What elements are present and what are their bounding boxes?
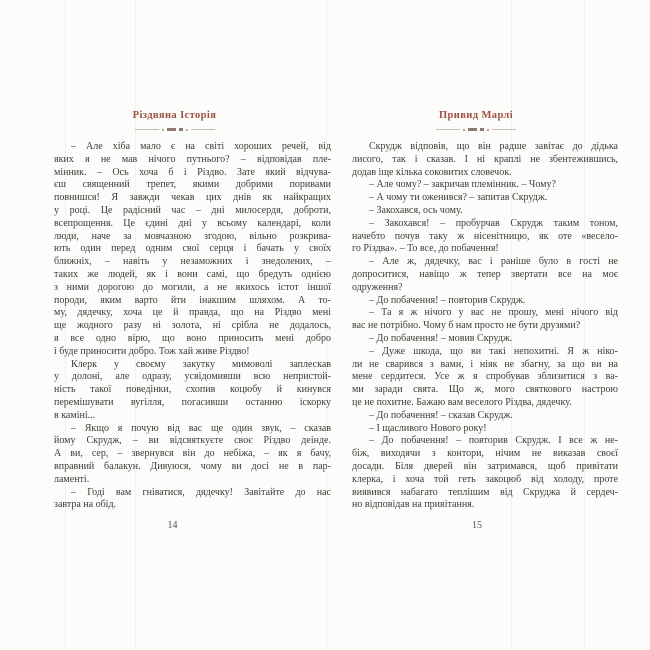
text-line: таких же людей, як і вони самі, що бредуть однією (54, 268, 331, 280)
text-line: Клерк у своєму закутку мимоволі заплескав (71, 358, 331, 370)
text-line: го Різдва». – То все, до побачення! (352, 243, 499, 255)
text-line: – І щасливого Нового року! (369, 422, 487, 434)
page-number: 14 (167, 520, 178, 532)
text-line: і буде приносити добро. Тож хай живе Різдво! (54, 345, 250, 357)
page-text (54, 141, 331, 512)
text-line: єш священний трепет, якими добрими поривами (54, 179, 331, 191)
text-line: но відповідав на привітання. (352, 499, 475, 511)
text-line: люди, наче за мовчазною згодою, вільно розкрива- (54, 230, 331, 242)
ornament-rule-left (436, 129, 460, 130)
ornament-block (179, 128, 183, 131)
text-line: у році. Це радісний час – дні милосердя, доброти, (54, 204, 331, 216)
text-line: ли не сварився з вами, і ніяк не збагну, за що ви на (352, 358, 618, 370)
ornament-rule-right (191, 129, 215, 130)
text-line: – Дуже шкода, що ви такі непохитні. Я ж ніко- (369, 345, 618, 357)
text-line: – Та я ж нічого у вас не прошу, мені нічого від (369, 307, 618, 319)
text-line: виявився набагато теплішим від Скруджа й сердеч- (352, 486, 618, 498)
text-line: це не похитне. Бажаю вам веселого Різдва, дядечку. (352, 396, 572, 408)
text-line: ють один перед одним свої серця і бачать у своїх (54, 243, 331, 255)
text-line: завтра на обід. (54, 499, 117, 511)
text-line: йому Скрудж, – ви відсвяткуєте своє Різдво деінде. (54, 435, 331, 447)
text-line: – Якщо я почую від вас ще один звук, – сказав (71, 422, 331, 434)
text-line: А ви, сер, – звернувся він до небіжа, – як я бачу, (54, 448, 331, 460)
text-line: одруження? (352, 281, 403, 293)
ornament-block (480, 128, 484, 131)
text-line: яких я не мав нічого путнього? – відповідав пле- (54, 153, 331, 165)
text-line: – Але хіба мало є на світі хороших речей, від (71, 141, 331, 152)
text-line: я все одно вірю, що воно приносить мені добро (54, 332, 331, 344)
text-line: – До побачення! – повторив Скрудж. (369, 294, 526, 306)
page-header-group (343, 110, 609, 132)
text-line: у долоні, але одразу, усвідомивши всю непристой- (54, 371, 331, 383)
text-line: з ними дорогою до могили, а не якихось істот іншої (54, 281, 331, 293)
text-line: клерка, і хоча той геть закоцюб від холоду, проте (352, 473, 618, 485)
text-line: – Але ж, дядечку, вас і раніше було в гості не (369, 256, 618, 268)
text-line: в каміні... (54, 409, 96, 421)
text-line: лисого, так і сказав. І ні краплі не збентежившись, (352, 153, 618, 165)
text-line: мінник. – Ось хоча б і Різдво. Зате який відчува- (54, 166, 331, 178)
text-line: – А чому ти оженився? – запитав Скрудж. (369, 192, 548, 204)
text-line: ність такої поведінки, схопив коцюбу й кинувся (54, 384, 331, 396)
text-line: вправний балакун. Дивуюся, чому ви досі не в пар- (54, 460, 331, 472)
text-line: – До побачення! – мовив Скрудж. (369, 332, 513, 344)
text-line: – До побачення! – повторив Скрудж. І все ж не- (369, 435, 618, 447)
ornament-block (167, 128, 176, 131)
section-ornament (343, 127, 609, 132)
ornament-dot (487, 129, 489, 131)
text-line: – Закохався! – пробурчав Скрудж таким тоном, (369, 217, 618, 229)
running-head: Привид Марлі (438, 110, 514, 121)
text-line: ближніх, – навіть у незаможних і знедолених, – (54, 256, 331, 268)
text-line: допроситися, навіщо ж тепер звертати все на моє (352, 268, 618, 280)
book-page-right (352, 110, 618, 531)
text-line: ми заради свята. Що ж, мого святкового настрою (352, 384, 618, 396)
section-ornament (36, 127, 313, 132)
text-line: додав іще кілька соковитих словечок. (352, 166, 512, 178)
text-line: мене сердитеся. Усе ж я спробував зблизитися з ва- (352, 371, 618, 383)
ornament-dot (186, 129, 188, 131)
page-text (352, 141, 618, 512)
running-head: Різдвяна Історія (132, 110, 217, 121)
text-line: – Годі вам гніватися, дядечку! Завітайте до нас (71, 486, 331, 498)
text-line: перемішувати вугілля, погасивши останню іскорку (54, 396, 331, 408)
text-line: му, дядечку, хоча це й правда, що на Різдво мені (54, 307, 331, 319)
page-number: 15 (472, 520, 482, 532)
text-line: ламенті. (54, 473, 90, 485)
page-header-group (36, 110, 313, 132)
text-line: – До побачення! – сказав Скрудж. (369, 409, 513, 421)
text-line: вас не потрібно. Чому б нам просто не бути друзями? (352, 320, 581, 332)
ornament-rule-right (492, 129, 516, 130)
text-line: – Але чому? – закричав племінник. – Чому? (369, 179, 556, 191)
text-line: біж, виходячи з контори, нічим не виказав своєї (352, 448, 618, 460)
text-line: породи, яким варто йти інакшим шляхом. А то- (54, 294, 331, 306)
ornament-dot (162, 129, 164, 131)
ornament-block (468, 128, 477, 131)
book-page-left (54, 110, 331, 531)
text-line: – Закохався, ось чому. (369, 204, 463, 216)
text-line: ще жодного разу ні золота, ні срібла не додалось, (54, 320, 331, 332)
text-line: повнишся! Я завжди чекав цих днів як найкращих (54, 192, 331, 204)
text-line: досади. Біля дверей він затримався, щоб привітати (352, 460, 618, 472)
ornament-dot (463, 129, 465, 131)
text-line: Скрудж відповів, що він радше завітає до дідька (369, 141, 618, 152)
ornament-rule-left (135, 129, 159, 130)
text-line: всепрощення. Це єдині дні у всьому календарі, коли (54, 217, 331, 229)
text-line: начебто почув таку ж нісенітницю, як оте «весело- (352, 230, 618, 242)
